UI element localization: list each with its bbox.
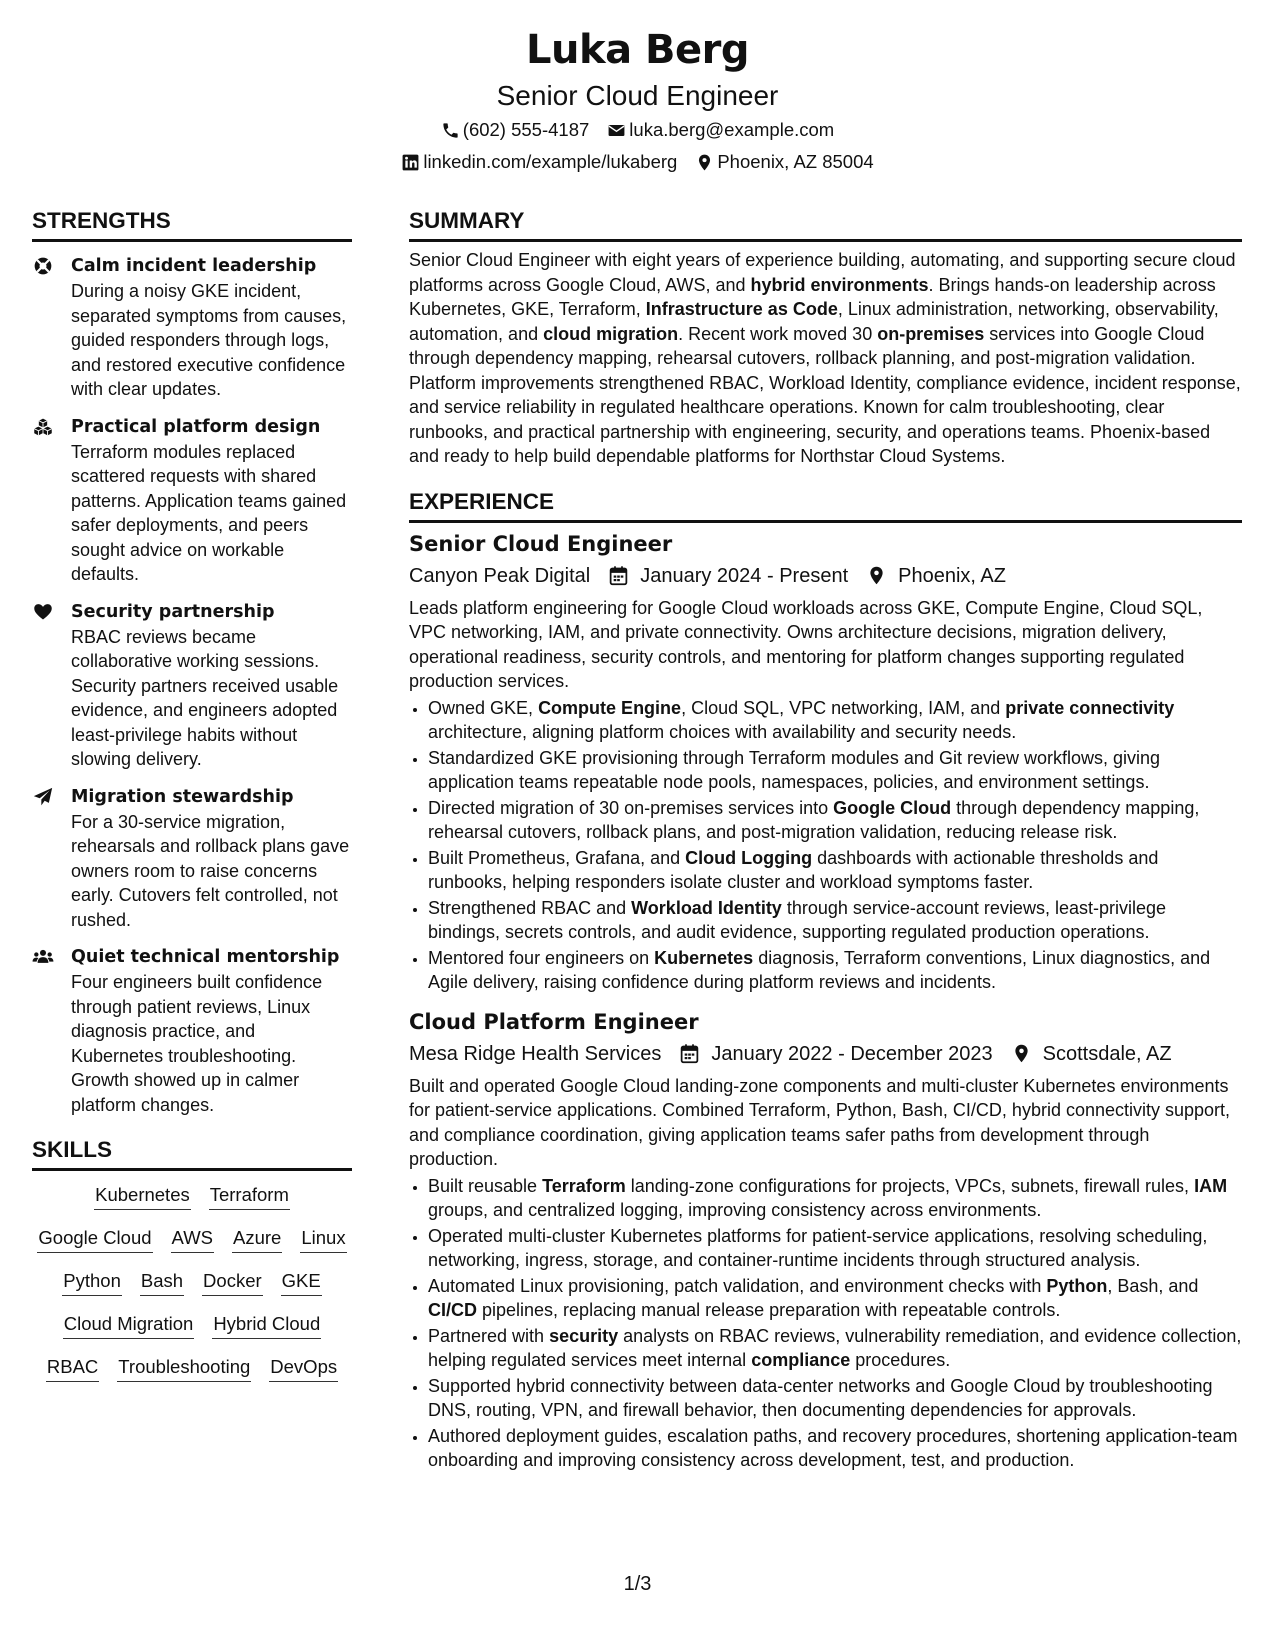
job-dates: January 2024 - Present <box>640 564 849 587</box>
bold-keyword: Python <box>1046 1275 1108 1296</box>
envelope-icon <box>607 121 626 140</box>
job-location: Scottsdale, AZ <box>1042 1042 1172 1065</box>
right-column <box>409 206 1242 1474</box>
skill-row <box>63 1312 322 1339</box>
skill-row <box>46 1355 338 1382</box>
job-bullet: • Owned GKE, Compute Engine, Cloud SQL, VPC networking, IAM, and private connectivity architecture, aligning platform choices with availability and security needs. <box>428 696 1242 745</box>
job-bullet: • Supported hybrid connectivity between data-center networks and Google Cloud by troubleshooting DNS, routing, VPN, and firewall behavior, then documenting dependencies for approvals. <box>428 1374 1242 1423</box>
skill-tag: Hybrid Cloud <box>212 1312 321 1339</box>
skill-tag: Docker <box>202 1269 263 1296</box>
bold-keyword: Kubernetes <box>654 947 754 968</box>
strength-description: For a 30-service migration, rehearsals and rollback plans gave owners room to raise concerns early. Cutovers felt controlled, not rushed. <box>71 811 350 930</box>
page-number: 1/3 <box>623 1573 652 1595</box>
summary-text: Senior Cloud Engineer with eight years of experience building, automating, and supporting secure cloud platforms across Google Cloud, AWS, and hybrid environments. Brings hands-on leadership across Kubernetes, GKE, Terraform, Infrastructure as Code, Linux administration, networking, observability, automation, and cloud migration. Recent work moved 30 on-premises services into Google Cloud through dependency mapping, rehearsal cutovers, rollback planning, and post-migration validation. Platform improvements strengthened RBAC, Workload Identity, compliance evidence, incident response, and service reliability in regulated healthcare operations. Known for calm troubleshooting, clear runbooks, and practical partnership with engineering, security, and operations teams. Phoenix-based and ready to help build dependable platforms for Northstar Cloud Systems. <box>409 250 1241 466</box>
strength-title: Practical platform design <box>71 416 321 437</box>
bold-keyword: IAM <box>1194 1175 1228 1196</box>
skill-tag: DevOps <box>269 1355 338 1382</box>
job-bullet: • Operated multi-cluster Kubernetes platforms for patient-service applications, resolving scheduling, networking, ingress, storage, and container-runtime incidents through structured analysis. <box>428 1224 1242 1273</box>
skill-tag: Troubleshooting <box>117 1355 251 1382</box>
company-name: Canyon Peak Digital <box>409 564 591 587</box>
strength-title: Calm incident leadership <box>71 256 317 276</box>
job-description: Built and operated Google Cloud landing-zone components and multi-cluster Kubernetes environments for patient-service applications. Combined Terraform, Python, Bash, CI/CD, hybrid connectivity support, and compliance coordination, giving application teams safer paths from development through production. <box>409 1075 1231 1169</box>
left-column <box>32 206 352 1398</box>
paper-plane-icon <box>32 787 54 807</box>
strength-item <box>32 415 352 587</box>
job-bullet: • Partnered with security analysts on RBAC reviews, vulnerability remediation, and evidence collection, helping regulated services meet internal compliance procedures. <box>428 1324 1242 1373</box>
skill-tag: Python <box>62 1269 122 1296</box>
map-pin-icon <box>695 153 714 172</box>
email-text[interactable]: luka.berg@example.com <box>629 119 835 140</box>
bold-keyword: Terraform <box>542 1175 626 1196</box>
calendar-icon <box>608 565 629 586</box>
job-meta <box>409 561 1242 591</box>
bold-keyword: private connectivity <box>1005 697 1175 718</box>
strength-title: Migration stewardship <box>71 786 294 807</box>
strength-description: During a noisy GKE incident, separated symptoms from causes, guided responders through logs, and restored executive confidence with clear updates. <box>71 281 347 399</box>
skill-row <box>62 1269 321 1296</box>
job-bullet: • Mentored four engineers on Kubernetes diagnosis, Terraform conventions, Linux diagnostics, and Agile delivery, raising confidence during platform reviews and incidents. <box>428 946 1242 995</box>
email-contact[interactable] <box>607 114 834 146</box>
location-text: Phoenix, AZ 85004 <box>717 151 874 172</box>
linkedin-icon <box>401 153 420 172</box>
job-entry <box>409 529 1242 995</box>
skill-tag: Google Cloud <box>37 1226 152 1253</box>
bold-keyword: on-premises <box>877 323 985 344</box>
strength-item <box>32 254 352 402</box>
skill-tag: Cloud Migration <box>63 1312 195 1339</box>
job-bullet: • Strengthened RBAC and Workload Identity through service-account reviews, least-privilege bindings, secrets controls, and audit evidence, supporting regulated production operations. <box>428 896 1242 945</box>
contact-row-1 <box>0 114 1275 146</box>
company-name: Mesa Ridge Health Services <box>409 1042 662 1065</box>
strength-item <box>32 785 352 933</box>
job-meta <box>409 1039 1242 1069</box>
candidate-title: Senior Cloud Engineer <box>496 80 779 111</box>
strength-title: Security partnership <box>71 601 275 622</box>
skill-tag: AWS <box>171 1226 214 1253</box>
strength-title: Quiet technical mentorship <box>71 947 340 967</box>
bold-keyword: Google Cloud <box>833 797 952 818</box>
strength-item <box>32 600 352 772</box>
skill-tag: Linux <box>300 1226 346 1253</box>
experience-heading: EXPERIENCE <box>409 487 1242 523</box>
summary-heading: SUMMARY <box>409 206 1242 242</box>
job-bullets <box>409 696 1242 995</box>
job-bullet: • Built Prometheus, Grafana, and Cloud Logging dashboards with actionable thresholds and runbooks, helping responders isolate cluster and workload symptoms faster. <box>428 846 1242 895</box>
skill-tag: Terraform <box>209 1183 290 1210</box>
bold-keyword: Infrastructure as Code <box>645 299 838 319</box>
map-pin-icon <box>1011 1043 1032 1064</box>
bold-keyword: compliance <box>751 1350 851 1370</box>
strength-item <box>32 945 352 1117</box>
skill-tag: Bash <box>140 1269 184 1296</box>
linkedin-text[interactable]: linkedin.com/example/lukaberg <box>423 151 678 172</box>
bold-keyword: cloud migration <box>543 323 679 344</box>
map-pin-icon <box>866 565 887 586</box>
job-bullet: • Standardized GKE provisioning through Terraform modules and Git review workflows, giving application teams repeatable node pools, namespaces, policies, and environment settings. <box>428 746 1242 795</box>
linkedin-contact[interactable] <box>401 146 677 178</box>
job-dates: January 2022 - December 2023 <box>711 1042 993 1065</box>
job-bullet: • Authored deployment guides, escalation paths, and recovery procedures, shortening application-team onboarding and improving consistency across development, test, and production. <box>428 1424 1242 1473</box>
strength-description: Terraform modules replaced scattered requests with shared patterns. Application teams gained safer deployments, and peers sought advice on workable defaults. <box>71 441 347 584</box>
skill-tag: Azure <box>232 1226 282 1253</box>
skills-list <box>32 1183 352 1398</box>
job-description: Leads platform engineering for Google Cloud workloads across GKE, Compute Engine, Cloud SQL, VPC networking, IAM, and private connectivity. Owns architecture decisions, migration delivery, operational readiness, security controls, and mentoring for platform changes supporting regulated production services. <box>409 597 1203 691</box>
calendar-icon <box>679 1043 700 1064</box>
strengths-heading: STRENGTHS <box>32 206 352 242</box>
job-bullet: • Automated Linux provisioning, patch validation, and environment checks with Python, Bash, and CI/CD pipelines, replacing manual release preparation with repeatable controls. <box>428 1274 1242 1323</box>
skill-tag: RBAC <box>46 1355 99 1382</box>
cubes-icon <box>32 417 54 437</box>
heart-icon <box>32 602 54 622</box>
bold-keyword: Workload Identity <box>631 897 782 918</box>
bold-keyword: hybrid environments <box>750 274 929 295</box>
bold-keyword: security <box>549 1325 619 1346</box>
resume-header <box>0 20 1275 178</box>
job-title: Cloud Platform Engineer <box>409 1009 699 1034</box>
phone-icon <box>441 121 460 140</box>
job-entry <box>409 1007 1242 1473</box>
location-contact <box>695 146 873 178</box>
skill-row <box>37 1226 346 1253</box>
job-bullet: • Directed migration of 30 on-premises services into Google Cloud through dependency mapping, rehearsal cutovers, rollback plans, and post-migration validation, reducing release risk. <box>428 796 1242 845</box>
strength-description: RBAC reviews became collaborative working sessions. Security partners received usable evidence, and engineers adopted least-privilege habits without slowing delivery. <box>71 626 339 769</box>
job-location: Phoenix, AZ <box>898 564 1006 587</box>
skill-tag: GKE <box>281 1269 322 1296</box>
life-ring-icon <box>32 256 54 276</box>
bold-keyword: CI/CD <box>428 1300 477 1320</box>
phone-text: (602) 555-4187 <box>462 119 590 140</box>
contact-row-2 <box>0 146 1275 178</box>
phone-contact <box>441 114 590 146</box>
job-bullets <box>409 1174 1242 1473</box>
candidate-name: Luka Berg <box>526 27 749 73</box>
job-bullet: • Built reusable Terraform landing-zone configurations for projects, VPCs, subnets, firewall rules, IAM groups, and centralized logging, improving consistency across environments. <box>428 1174 1242 1223</box>
users-icon <box>32 947 54 967</box>
bold-keyword: Compute Engine <box>538 697 682 718</box>
bold-keyword: Cloud Logging <box>685 847 813 868</box>
skills-heading: SKILLS <box>32 1135 352 1171</box>
job-title: Senior Cloud Engineer <box>409 531 673 556</box>
strength-description: Four engineers built confidence through patient reviews, Linux diagnosis practice, and Kubernetes troubleshooting. Growth showed up in calmer platform changes. <box>71 972 323 1115</box>
skill-row <box>94 1183 290 1210</box>
skill-tag: Kubernetes <box>94 1183 191 1210</box>
